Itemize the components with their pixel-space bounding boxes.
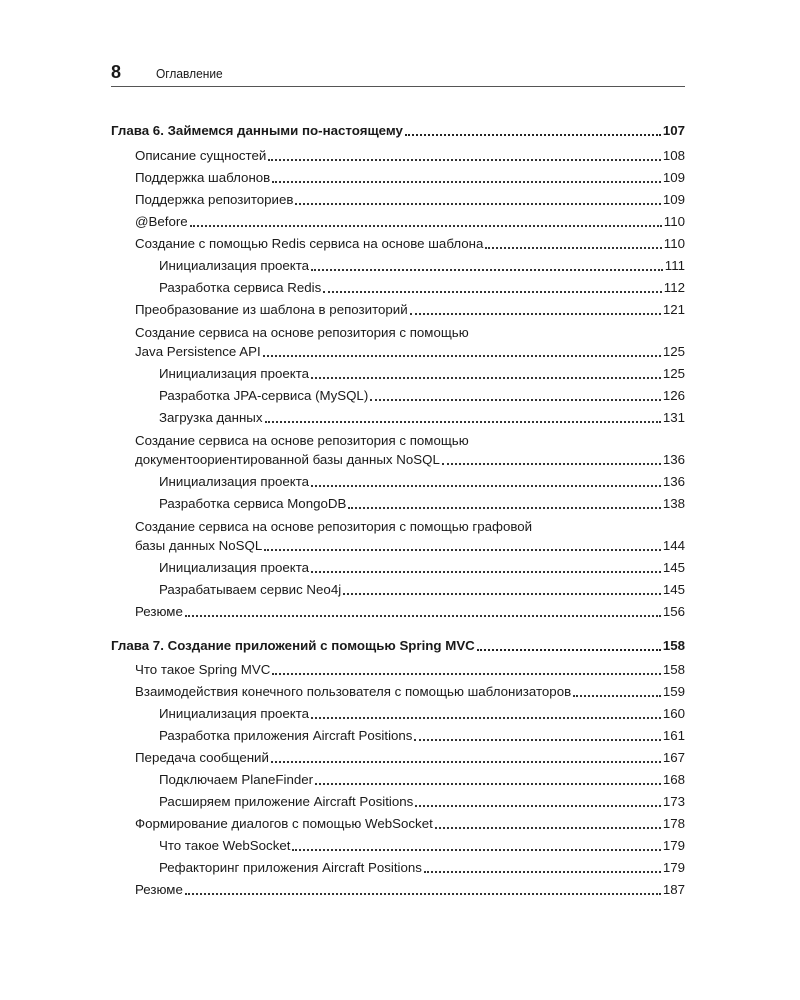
toc-subentry[interactable] — [159, 770, 685, 790]
toc-page: 173 — [662, 794, 685, 809]
dot-leader — [311, 269, 663, 271]
toc-entry[interactable] — [135, 190, 685, 210]
toc-entry[interactable] — [135, 880, 685, 900]
toc-page: 179 — [662, 838, 685, 853]
toc-title: Разработка сервиса Redis — [159, 280, 322, 295]
toc-entry[interactable] — [135, 212, 685, 232]
chapter-6-entry[interactable] — [111, 121, 685, 141]
toc-entry[interactable] — [135, 814, 685, 834]
toc-title: Глава 6. Займемся данными по-настоящему — [111, 123, 403, 138]
toc-page: 125 — [662, 344, 685, 359]
dot-leader — [485, 247, 661, 249]
toc-subentry[interactable] — [159, 408, 685, 428]
dot-leader — [415, 805, 660, 807]
toc-title: Формирование диалогов с помощью WebSocket — [135, 816, 433, 831]
dot-leader — [405, 134, 661, 136]
dot-leader — [311, 717, 661, 719]
toc-page: 178 — [662, 816, 685, 831]
toc-title: Java Persistence API — [135, 344, 261, 359]
dot-leader — [265, 421, 661, 423]
dot-leader — [315, 783, 661, 785]
toc-subentry[interactable] — [159, 836, 685, 856]
toc-page: 108 — [662, 148, 685, 163]
toc-page: 144 — [662, 538, 685, 553]
toc-page: 145 — [662, 560, 685, 575]
toc-subentry[interactable] — [159, 580, 685, 600]
toc-title: Преобразование из шаблона в репозиторий — [135, 302, 408, 317]
dot-leader — [311, 377, 661, 379]
toc-subentry[interactable] — [159, 792, 685, 812]
dot-leader — [442, 463, 661, 465]
toc-subentry[interactable] — [159, 364, 685, 384]
toc-page: 109 — [662, 192, 685, 207]
toc-title: Поддержка шаблонов — [135, 170, 271, 185]
toc-page: 110 — [663, 214, 685, 229]
dot-leader — [410, 313, 661, 315]
toc-subentry[interactable] — [159, 558, 685, 578]
toc-title: Инициализация проекта — [159, 366, 310, 381]
page-number: 8 — [111, 62, 122, 82]
chapter-7-entry[interactable] — [111, 636, 685, 656]
dot-leader — [263, 355, 661, 357]
toc-page: 158 — [662, 662, 685, 677]
toc-entry[interactable] — [135, 450, 685, 470]
toc-entry[interactable] — [135, 682, 685, 702]
toc-title: документоориентированной базы данных NoSQL — [135, 452, 440, 467]
toc-title: Резюме — [135, 882, 183, 897]
toc-page: 158 — [662, 638, 685, 653]
toc-title: Разработка приложения Aircraft Positions — [159, 728, 413, 743]
dot-leader — [190, 225, 662, 227]
toc-title: Взаимодействия конечного пользователя с помощью шаблонизаторов — [135, 684, 572, 699]
toc-title: Инициализация проекта — [159, 474, 310, 489]
toc-subentry[interactable] — [159, 386, 685, 406]
dot-leader — [292, 849, 660, 851]
toc-entry-first-line: Создание сервиса на основе репозитория с помощью графовой — [135, 519, 533, 534]
toc-page: 112 — [663, 280, 685, 295]
toc-title: @Before — [135, 214, 188, 229]
toc-subentry[interactable] — [159, 494, 685, 514]
dot-leader — [573, 695, 661, 697]
toc-page: 131 — [662, 410, 685, 425]
toc-title: Инициализация проекта — [159, 560, 310, 575]
dot-leader — [264, 549, 661, 551]
toc-page: 107 — [662, 123, 685, 138]
toc-page: 187 — [662, 882, 685, 897]
toc-entry[interactable] — [135, 146, 685, 166]
dot-leader — [311, 485, 661, 487]
dot-leader — [477, 649, 661, 651]
toc-title: Расширяем приложение Aircraft Positions — [159, 794, 414, 809]
toc-title: Рефакторинг приложения Aircraft Positions — [159, 860, 422, 875]
toc-subentry[interactable] — [159, 858, 685, 878]
toc-subentry[interactable] — [159, 256, 685, 276]
dot-leader — [424, 871, 661, 873]
dot-leader — [272, 673, 660, 675]
header-rule — [111, 86, 685, 87]
dot-leader — [311, 571, 661, 573]
toc-title: Что такое WebSocket — [159, 838, 291, 853]
toc-page: 110 — [663, 236, 685, 251]
toc-page: 126 — [662, 388, 685, 403]
toc-title: Загрузка данных — [159, 410, 263, 425]
toc-entry-first-line: Создание сервиса на основе репозитория с помощью — [135, 433, 469, 448]
toc-title: Инициализация проекта — [159, 258, 310, 273]
toc-page: 161 — [662, 728, 685, 743]
toc-page: 179 — [662, 860, 685, 875]
toc-entry[interactable] — [135, 300, 685, 320]
toc-page: 159 — [662, 684, 685, 699]
dot-leader — [185, 615, 661, 617]
dot-leader — [435, 827, 661, 829]
toc-title: Поддержка репозиториев — [135, 192, 294, 207]
toc-page: 145 — [662, 582, 685, 597]
toc-title: Глава 7. Создание приложений с помощью Spring MVC — [111, 638, 475, 653]
dot-leader — [414, 739, 660, 741]
toc-entry[interactable] — [135, 342, 685, 362]
toc-page: 136 — [662, 452, 685, 467]
toc-page: 168 — [662, 772, 685, 787]
toc-entry[interactable] — [135, 234, 685, 254]
dot-leader — [348, 507, 660, 509]
toc-page: 125 — [662, 366, 685, 381]
toc-page: 109 — [662, 170, 685, 185]
dot-leader — [295, 203, 660, 205]
toc-entry[interactable] — [135, 168, 685, 188]
toc-page: 167 — [662, 750, 685, 765]
toc-title: Передача сообщений — [135, 750, 269, 765]
toc-entry[interactable] — [135, 660, 685, 680]
toc-entry[interactable] — [135, 536, 685, 556]
toc-page: 138 — [662, 496, 685, 511]
dot-leader — [343, 593, 661, 595]
toc-title: Инициализация проекта — [159, 706, 310, 721]
running-title: Оглавление — [156, 66, 223, 81]
toc-title: Создание с помощью Redis сервиса на основе шаблона — [135, 236, 484, 251]
toc-subentry[interactable] — [159, 704, 685, 724]
toc-page: 160 — [662, 706, 685, 721]
dot-leader — [323, 291, 662, 293]
toc-title: Подключаем PlaneFinder — [159, 772, 314, 787]
toc-page: 136 — [662, 474, 685, 489]
toc-title: Резюме — [135, 604, 183, 619]
dot-leader — [185, 893, 661, 895]
toc-subentry[interactable] — [159, 726, 685, 746]
dot-leader — [268, 159, 661, 161]
dot-leader — [271, 761, 661, 763]
toc-title: Что такое Spring MVC — [135, 662, 271, 677]
dot-leader — [272, 181, 661, 183]
toc-subentry[interactable] — [159, 472, 685, 492]
toc-entry[interactable] — [135, 748, 685, 768]
toc-title: Разработка JPA-сервиса (MySQL) — [159, 388, 369, 403]
toc-subentry[interactable] — [159, 278, 685, 298]
toc-entry[interactable] — [135, 602, 685, 622]
toc-title: Разрабатываем сервис Neo4j — [159, 582, 342, 597]
toc-title: базы данных NoSQL — [135, 538, 263, 553]
toc-page: 111 — [664, 258, 685, 273]
toc-page: 156 — [662, 604, 685, 619]
toc-page: 121 — [662, 302, 685, 317]
toc-entry-first-line: Создание сервиса на основе репозитория с помощью — [135, 325, 469, 340]
dot-leader — [370, 399, 661, 401]
toc-title: Описание сущностей — [135, 148, 267, 163]
toc-title: Разработка сервиса MongoDB — [159, 496, 347, 511]
